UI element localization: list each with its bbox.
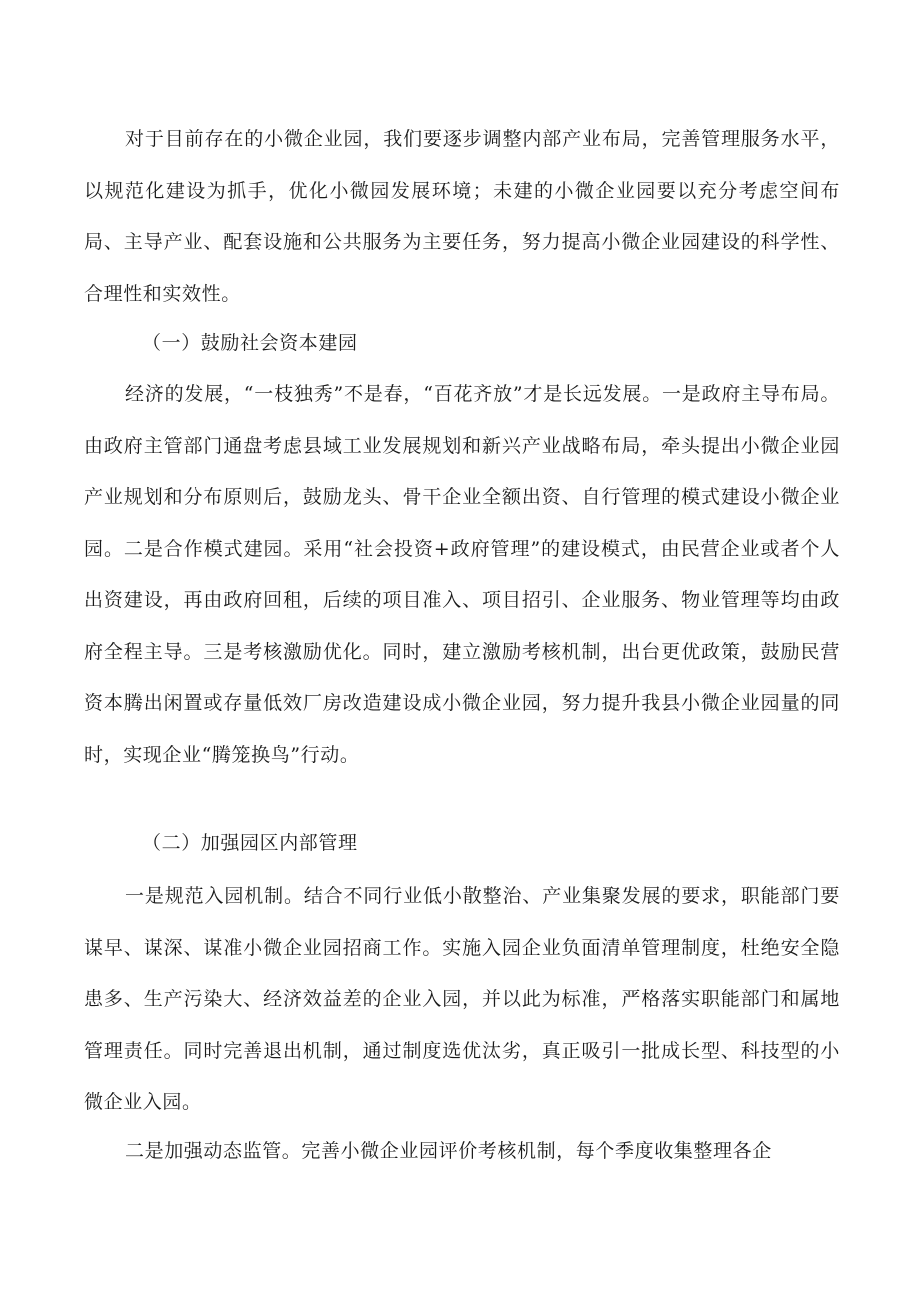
paragraph-social-capital [84,369,840,781]
paragraph-text: 对于目前存在的小微企业园，我们要逐步调整内部产业布局，完善管理服务水平，以规范化建设为抓手，优化小微园发展环境；未建的小微企业园要以充分考虑空间布局、主导产业、配套设施和公共服务为主要任务，努力提高小微企业园建设的科学性、合理性和实效性。 [84,128,840,305]
paragraph-text: 经济的发展，“一枝独秀”不是春，“百花齐放”才是长远发展。一是政府主导布局。由政府主管部门通盘考虑县域工业发展规划和新兴产业战略布局，牵头提出小微企业园产业规划和分布原则后，鼓励龙头、骨干企业全额出资、自行管理的模式建设小微企业园。二是合作模式建园。采用“社会投资+政府管理”的建设模式，由民营企业或者个人出资建设，再由政府回租，后续的项目准入、项目招引、企业服务、物业管理等均由政府全程主导。三是考核激励优化。同时，建立激励考核机制，出台更优政策，鼓励民营资本腾出闲置或存量低效厂房改造建设成小微企业园，努力提升我县小微企业园量的同时，实现企业“腾笼换鸟”行动。 [84,383,840,766]
section-heading-1 [84,318,840,370]
heading-text: （二）加强园区内部管理 [142,832,358,854]
paragraph-text: 一是规范入园机制。结合不同行业低小散整治、产业集聚发展的要求，职能部门要谋早、谋深、谋准小微企业园招商工作。实施入园企业负面清单管理制度，杜绝安全隐患多、生产污染大、经济效益差的企业入园，并以此为标准，严格落实职能部门和属地管理责任。同时完善退出机制，通过制度选优汰劣，真正吸引一批成长型、科技型的小微企业入园。 [84,885,840,1113]
paragraph-entry-mechanism [84,871,840,1129]
paragraph-dynamic-supervision [84,1126,840,1178]
paragraph-text: 二是加强动态监管。完善小微企业园评价考核机制，每个季度收集整理各企 [125,1140,772,1162]
paragraph-intro [84,114,840,320]
heading-text: （一）鼓励社会资本建园 [142,332,358,354]
section-heading-2 [84,818,840,870]
